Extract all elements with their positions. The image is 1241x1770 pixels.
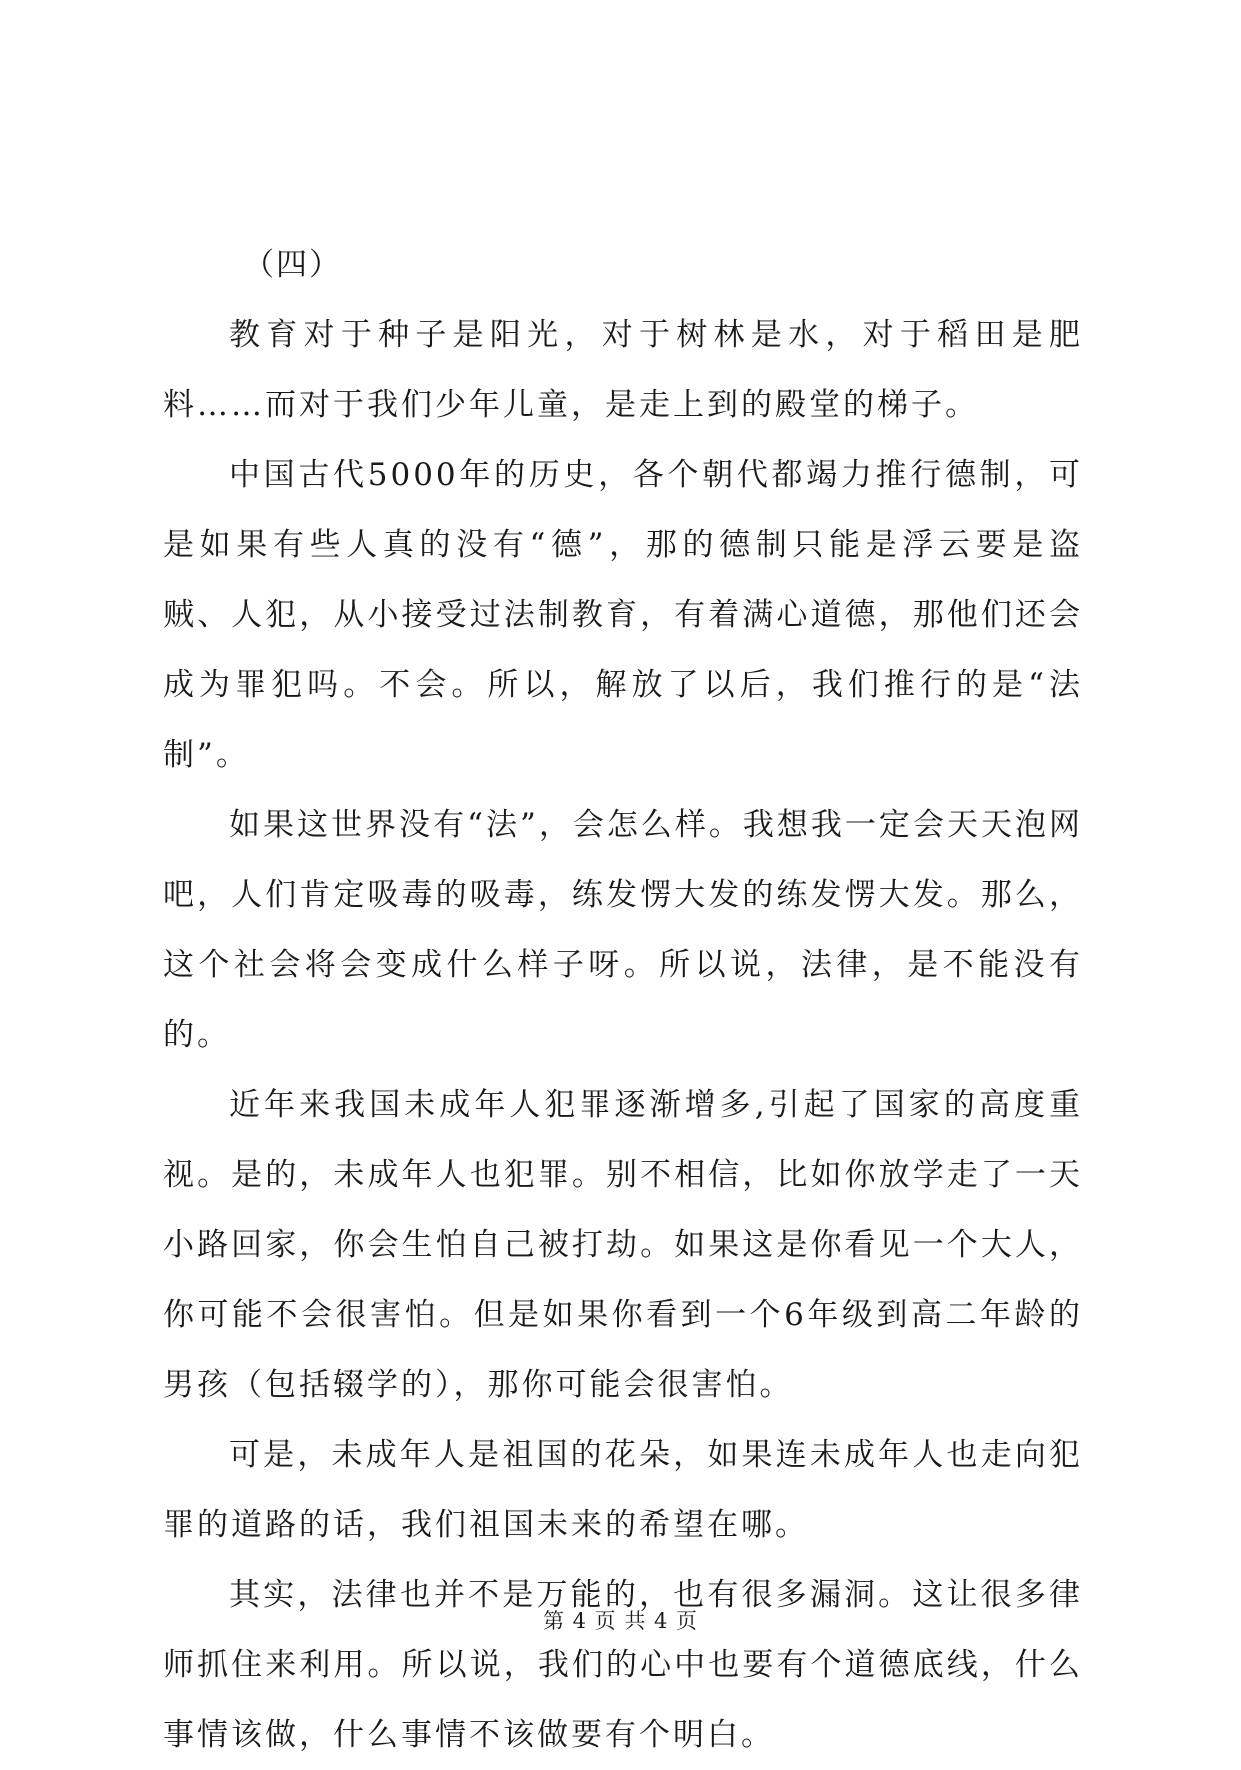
paragraph-3: 如果这世界没有“法”，会怎么样。我想我一定会天天泡网吧，人们肯定吸毒的吸毒，练发愣大发的练发愣大发。那么，这个社会将会变成什么样子呀。所以说，法律，是不能没有的。 xyxy=(163,807,1083,1053)
section-heading: （四） xyxy=(243,247,342,283)
paragraph-5: 可是，未成年人是祖国的花朵，如果连未成年人也走向犯罪的道路的话，我们祖国未来的希望在哪。 xyxy=(163,1437,1083,1543)
document-body xyxy=(163,230,1083,1770)
page-footer: 第 4 页 共 4 页 xyxy=(542,1609,699,1633)
paragraph-1: 教育对于种子是阳光，对于树林是水，对于稻田是肥料……而对于我们少年儿童，是走上到的殿堂的梯子。 xyxy=(163,317,1083,423)
paragraph-4: 近年来我国未成年人犯罪逐渐增多,引起了国家的高度重视。是的，未成年人也犯罪。别不相信，比如你放学走了一天小路回家，你会生怕自己被打劫。如果这是你看见一个大人，你可能不会很害怕。但是如果你看到一个6年级到高二年龄的男孩（包括辍学的），那你可能会很害怕。 xyxy=(163,1087,1083,1403)
paragraph-2: 中国古代5000年的历史，各个朝代都竭力推行德制，可是如果有些人真的没有“德”，那的德制只能是浮云要是盗贼、人犯，从小接受过法制教育，有着满心道德，那他们还会成为罪犯吗。不会。所以，解放了以后，我们推行的是“法制”。 xyxy=(163,457,1083,773)
paragraph-6: 其实，法律也并不是万能的，也有很多漏洞。这让很多律师抓住来利用。所以说，我们的心中也要有个道德底线，什么事情该做，什么事情不该做要有个明白。 xyxy=(163,1577,1083,1753)
